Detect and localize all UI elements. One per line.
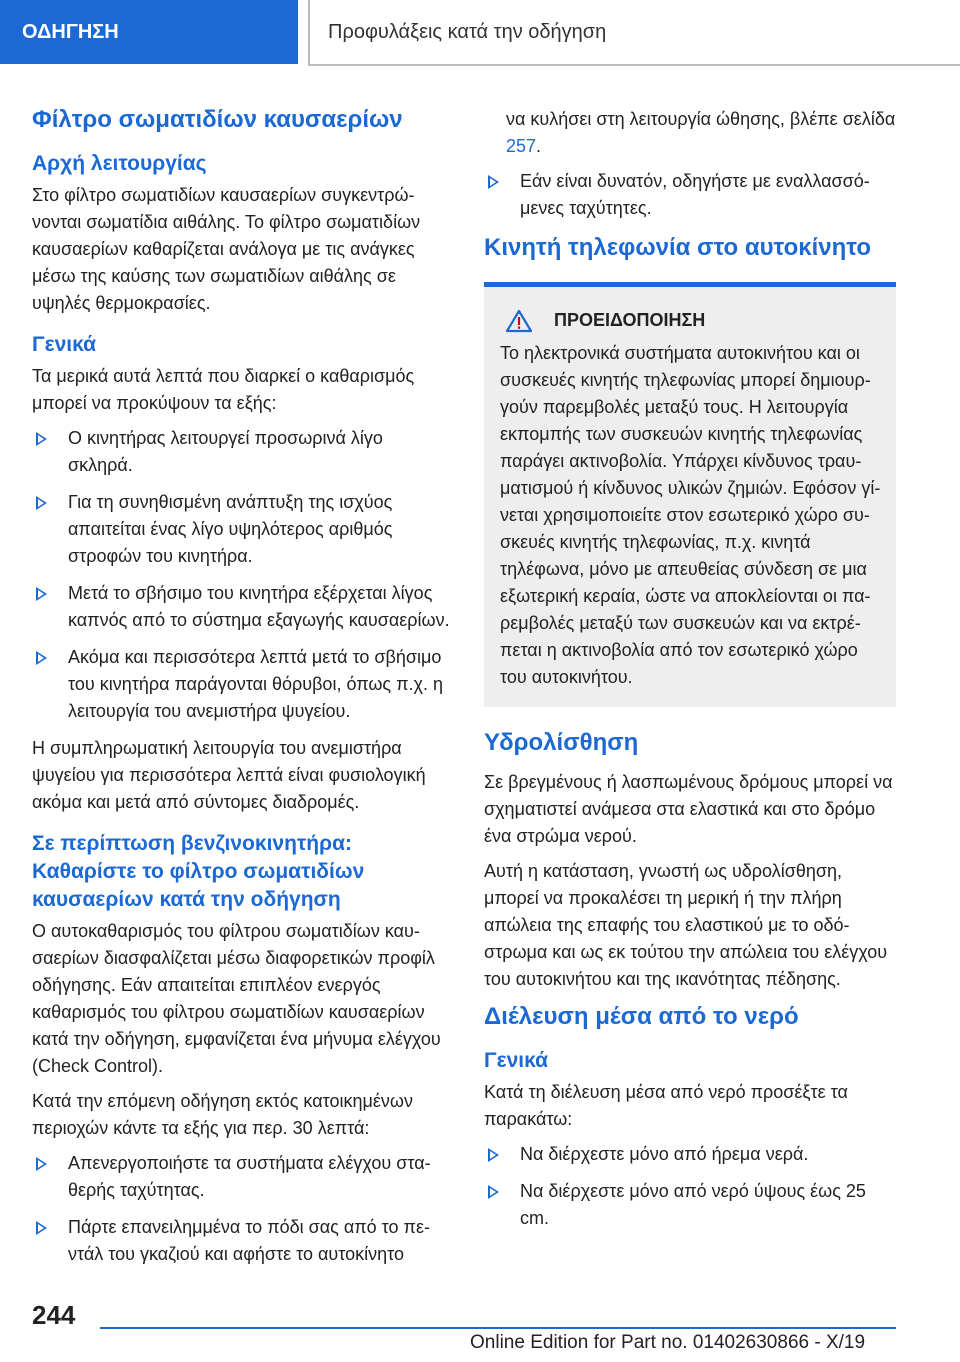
triangle-bullet-icon <box>36 496 47 510</box>
header-divider <box>308 64 960 66</box>
warning-title: ΠΡΟΕΙΔΟΠΟΙΗΣΗ <box>554 310 706 330</box>
heading-general-2: Γενικά <box>484 1049 549 1072</box>
paragraph-general: Τα μερικά αυτά λεπτά που διαρκεί ο καθαρισμός μπορεί να προκύψουν τα εξής: <box>32 366 415 413</box>
triangle-bullet-icon <box>36 651 47 665</box>
list-item: Εάν είναι δυνατόν, οδηγήστε με εναλλασσόμενες ταχύτητες. <box>484 168 896 222</box>
paragraph-operation: Στο φίλτρο σωματιδίων καυσαερίων συγκεντρώνονται σωματίδια αιθάλης. Το φίλτρο σωματιδίων καυσαερίων καθαρίζεται ανάλογα με τις ανάγκες μέσω της καύσης των σωματιδίων αιθάλης σε υψηλές θερμοκρασίες. <box>32 185 421 313</box>
bullet-list-gears <box>484 168 896 222</box>
heading-gasoline-cleaning: Σε περίπτωση βενζινοκινητήρα: Καθαρίστε το φίλτρο σωματιδίων καυσαερίων κατά την οδήγηση <box>32 832 365 911</box>
footer-divider <box>100 1327 896 1329</box>
paragraph-aquaplaning-1: Σε βρεγμένους ή λασπωμένους δρόμους μπορεί να σχηματιστεί ανάμεσα στα ελαστικά και στο δρόμο ένα στρώμα νερού. <box>484 772 893 846</box>
bullet-list-water <box>484 1141 896 1232</box>
list-item: Να διέρχεστε μόνο από νερό ύψους έως 25 cm. <box>484 1178 896 1232</box>
list-item: Ακόμα και περισσότερα λεπτά μετά το σβήσιμο του κινητήρα παράγονται θόρυβοι, όπως π.χ. η λειτουργία του ανεμιστήρα ψυγείου. <box>32 644 452 725</box>
warning-triangle-icon <box>506 309 532 333</box>
edition-info: Online Edition for Part no. 01402630866 - X/19 <box>470 1332 866 1353</box>
bullet-list-gasoline <box>32 1150 452 1268</box>
list-item: Να διέρχεστε μόνο από ήρεμα νερά. <box>484 1141 896 1168</box>
right-column <box>484 100 896 1242</box>
paragraph-water: Κατά τη διέλευση μέσα από νερό προσέξτε τα παρακάτω: <box>484 1082 848 1129</box>
heading-mobile-phone: Κινητή τηλεφωνία στο αυτοκίνητο <box>484 234 872 261</box>
triangle-bullet-icon <box>488 1148 499 1162</box>
triangle-bullet-icon <box>488 175 499 189</box>
heading-aquaplaning: Υδρολίσθηση <box>484 729 639 756</box>
list-item: Ο κινητήρας λειτουργεί προσωρινά λίγο σκληρά. <box>32 425 452 479</box>
bullet-list-general <box>32 425 452 725</box>
triangle-bullet-icon <box>36 1157 47 1171</box>
triangle-bullet-icon <box>36 1221 47 1235</box>
triangle-bullet-icon <box>488 1185 499 1199</box>
heading-particle-filter: Φίλτρο σωματιδίων καυσαερίων <box>32 106 403 133</box>
heading-water-crossing: Διέλευση μέσα από το νερό <box>484 1003 799 1030</box>
list-item: Μετά το σβήσιμο του κινητήρα εξέρχεται λίγος καπνός από το σύστημα εξαγωγής καυσαερίων. <box>32 580 452 634</box>
page-footer <box>0 1290 960 1362</box>
page-link-257[interactable]: 257 <box>506 136 537 156</box>
warning-box <box>484 282 896 707</box>
paragraph-gasoline-1: Ο αυτοκαθαρισμός του φίλτρου σωματιδίων καυσαερίων διασφαλίζεται μέσω διαφορετικών προφίλ οδήγησης. Εάν απαιτείται επιπλέον ενεργός καθαρισμός του φίλτρου σωματιδίων καυσαερίων κατά την οδήγηση, εμφανίζεται ένα μήνυμα ελέγχου (Check Control). <box>32 921 441 1076</box>
page-header <box>0 0 960 86</box>
heading-general: Γενικά <box>32 333 97 356</box>
page-number: 244 <box>32 1300 76 1330</box>
paragraph-aquaplaning-2: Αυτή η κατάσταση, γνωστή ως υδρολίσθηση, μπορεί να προκαλέσει τη μερική ή την πλήρη απώλεια της επαφής του ελαστικού με το οδόστρωμα και ως εκ τούτου την απώλεια του ελέγχου του αυτοκινήτου και της ικανότητας πέδησης. <box>484 861 888 989</box>
left-column <box>32 100 452 1278</box>
list-item: Απενεργοποιήστε τα συστήματα ελέγχου σταθερής ταχύτητας. <box>32 1150 452 1204</box>
section-title: Προφυλάξεις κατά την οδήγηση <box>308 0 960 64</box>
warning-title-row <box>500 307 886 334</box>
list-item: Πάρτε επανειλημμένα το πόδι σας από το πεντάλ του γκαζιού και αφήστε το αυτοκίνητο <box>32 1214 452 1268</box>
chapter-tab: ΟΔΗΓΗΣΗ <box>0 0 298 64</box>
paragraph-gasoline-2: Κατά την επόμενη οδήγηση εκτός κατοικημένων περιοχών κάντε τα εξής για περ. 30 λεπτά: <box>32 1091 413 1138</box>
list-item: Για τη συνηθισμένη ανάπτυξη της ισχύος απαιτείται ένας λίγο υψηλότερος αριθμός στροφών του κινητήρα. <box>32 489 452 570</box>
paragraph-fan: Η συμπληρωματική λειτουργία του ανεμιστήρα ψυγείου για περισσότερα λεπτά είναι φυσιολογική ακόμα και μετά από σύντομες διαδρομές. <box>32 738 426 812</box>
heading-operation-principle: Αρχή λειτουργίας <box>32 152 207 175</box>
triangle-bullet-icon <box>36 432 47 446</box>
warning-text: Το ηλεκτρονικά συστήματα αυτοκινήτου και οι συσκευές κινητής τηλεφωνίας μπορεί δημιουργούν παρεμβολές μεταξύ τους. Η λειτουργία εκπομπής των συσκευών κινητής τηλεφωνίας παράγει ακτινοβολία. Υπάρχει κίνδυνος τραυματισμού ή κίνδυνος υλικών ζημιών. Εφόσον γίνεται χρησιμοποιείτε στον εσωτερικό χώρο συσκευές κινητής τηλεφωνίας, π.χ. κινητά τηλέφωνα, μόνο με απευθείας σύνδεση σε μια εξωτερική κεραία, ώστε να αποκλείονται οι παρεμβολές μεταξύ των συσκευών και να εκτρέπεται η ακτινοβολία από τον εσωτερικό χώρο του αυτοκινήτου. <box>500 343 881 687</box>
paragraph-continuation: να κυλήσει στη λειτουργία ώθησης, βλέπε σελίδα 257. <box>506 109 896 156</box>
triangle-bullet-icon <box>36 587 47 601</box>
